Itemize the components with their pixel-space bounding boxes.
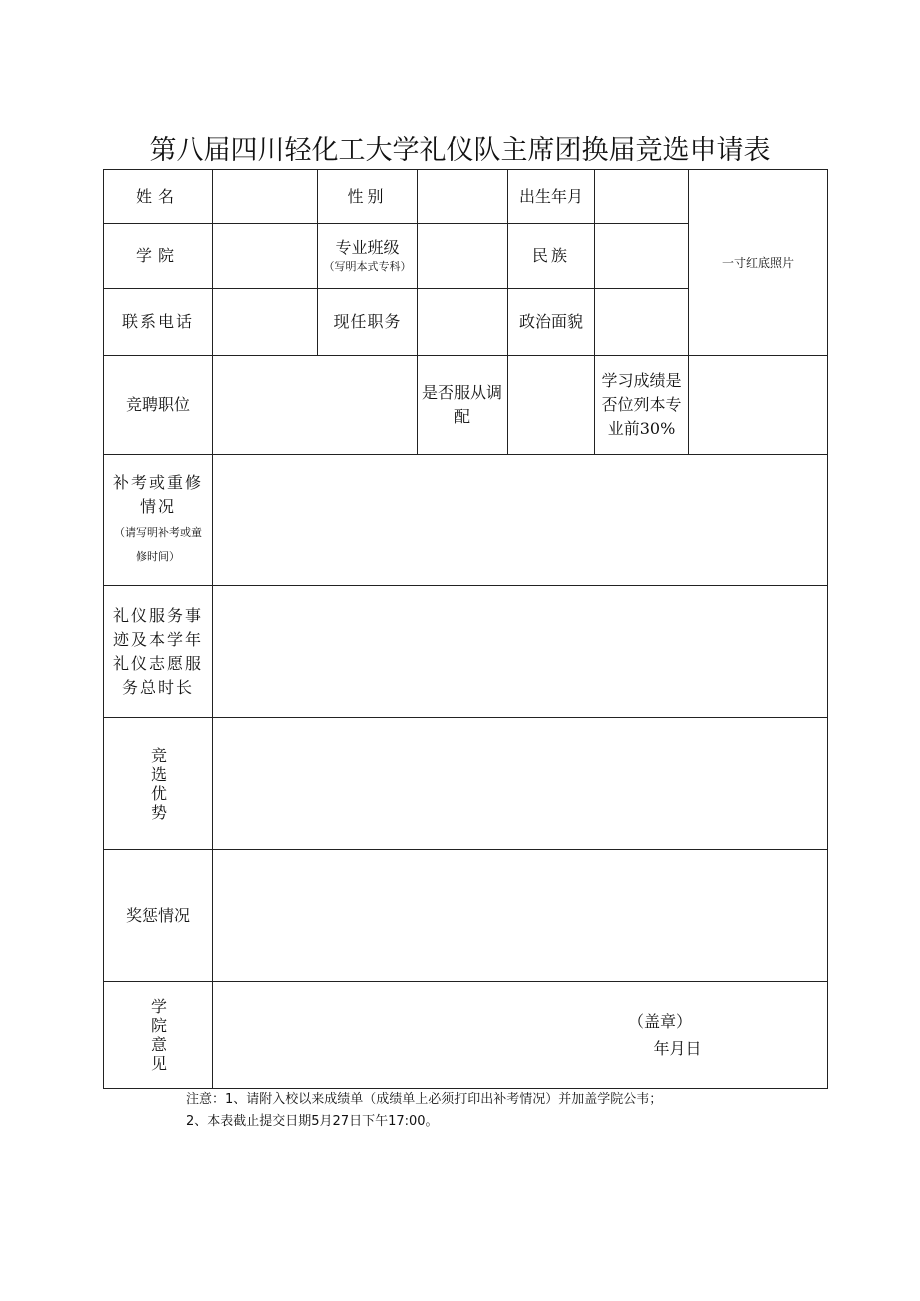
major-class-note: （写明本式专科） <box>323 260 412 273</box>
label-birth: 出生年月 <box>518 186 583 206</box>
gender-input[interactable] <box>418 170 507 223</box>
current-post-input[interactable] <box>418 289 507 355</box>
birth-input[interactable] <box>595 170 688 223</box>
college-opinion-input[interactable] <box>213 982 827 1088</box>
rewards-input[interactable] <box>213 850 827 981</box>
label-grades-top: 学习成绩是否位列本专业前30% <box>601 371 682 438</box>
label-makeup-exam <box>104 455 212 585</box>
label-obey-adjustment: 是否服从调配 <box>421 383 502 426</box>
service-record-input[interactable] <box>213 586 827 717</box>
label-political-status: 政治面貌 <box>518 312 583 331</box>
obey-adjustment-input[interactable] <box>508 356 594 454</box>
label-advantages: 竞选优势 <box>150 745 167 822</box>
label-current-post: 现任职务 <box>333 312 402 331</box>
grades-top-input[interactable] <box>689 356 827 454</box>
makeup-exam-text: 补考或重修情况 <box>112 473 203 516</box>
label-college-opinion: 学院意见 <box>150 997 167 1073</box>
table-line <box>827 169 828 1089</box>
seal-label: （盖章） <box>627 1012 692 1031</box>
political-status-input[interactable] <box>595 289 688 355</box>
college-input[interactable] <box>213 224 317 288</box>
photo-placeholder[interactable]: 一寸红底照片 <box>721 255 794 270</box>
label-gender: 性别 <box>347 186 388 206</box>
page-title: 第八届四川轻化工大学礼仪队主席团换届竞选申请表 <box>149 135 771 166</box>
major-class-text: 专业班级 <box>335 238 400 257</box>
label-position-applied: 竞聘职位 <box>125 395 190 414</box>
major-class-input[interactable] <box>418 224 507 288</box>
label-name: 姓名 <box>135 186 180 206</box>
date-label: 年月日 <box>653 1039 702 1058</box>
phone-input[interactable] <box>213 289 317 355</box>
label-ethnicity: 民族 <box>531 246 570 265</box>
label-service-record: 礼仪服务事迹及本学年礼仪志愿服务总时长 <box>112 605 203 697</box>
label-major-class <box>318 224 417 288</box>
label-phone: 联系电话 <box>121 312 194 331</box>
name-input[interactable] <box>213 170 317 223</box>
label-rewards: 奖惩情况 <box>125 905 190 925</box>
label-college: 学院 <box>135 246 180 265</box>
makeup-exam-input[interactable] <box>213 455 827 585</box>
makeup-exam-note: （请写明补考或童修时间） <box>114 526 202 563</box>
position-applied-input[interactable] <box>213 356 417 454</box>
advantages-input[interactable] <box>213 718 827 849</box>
note-line-1: 注意：1、请附入校以来成绩单（成绩单上必须打印出补考情况）并加盖学院公韦； <box>186 1092 663 1107</box>
note-line-2: 2、本表截止提交日期5月27日下午17:00。 <box>186 1114 439 1129</box>
ethnicity-input[interactable] <box>595 224 688 288</box>
